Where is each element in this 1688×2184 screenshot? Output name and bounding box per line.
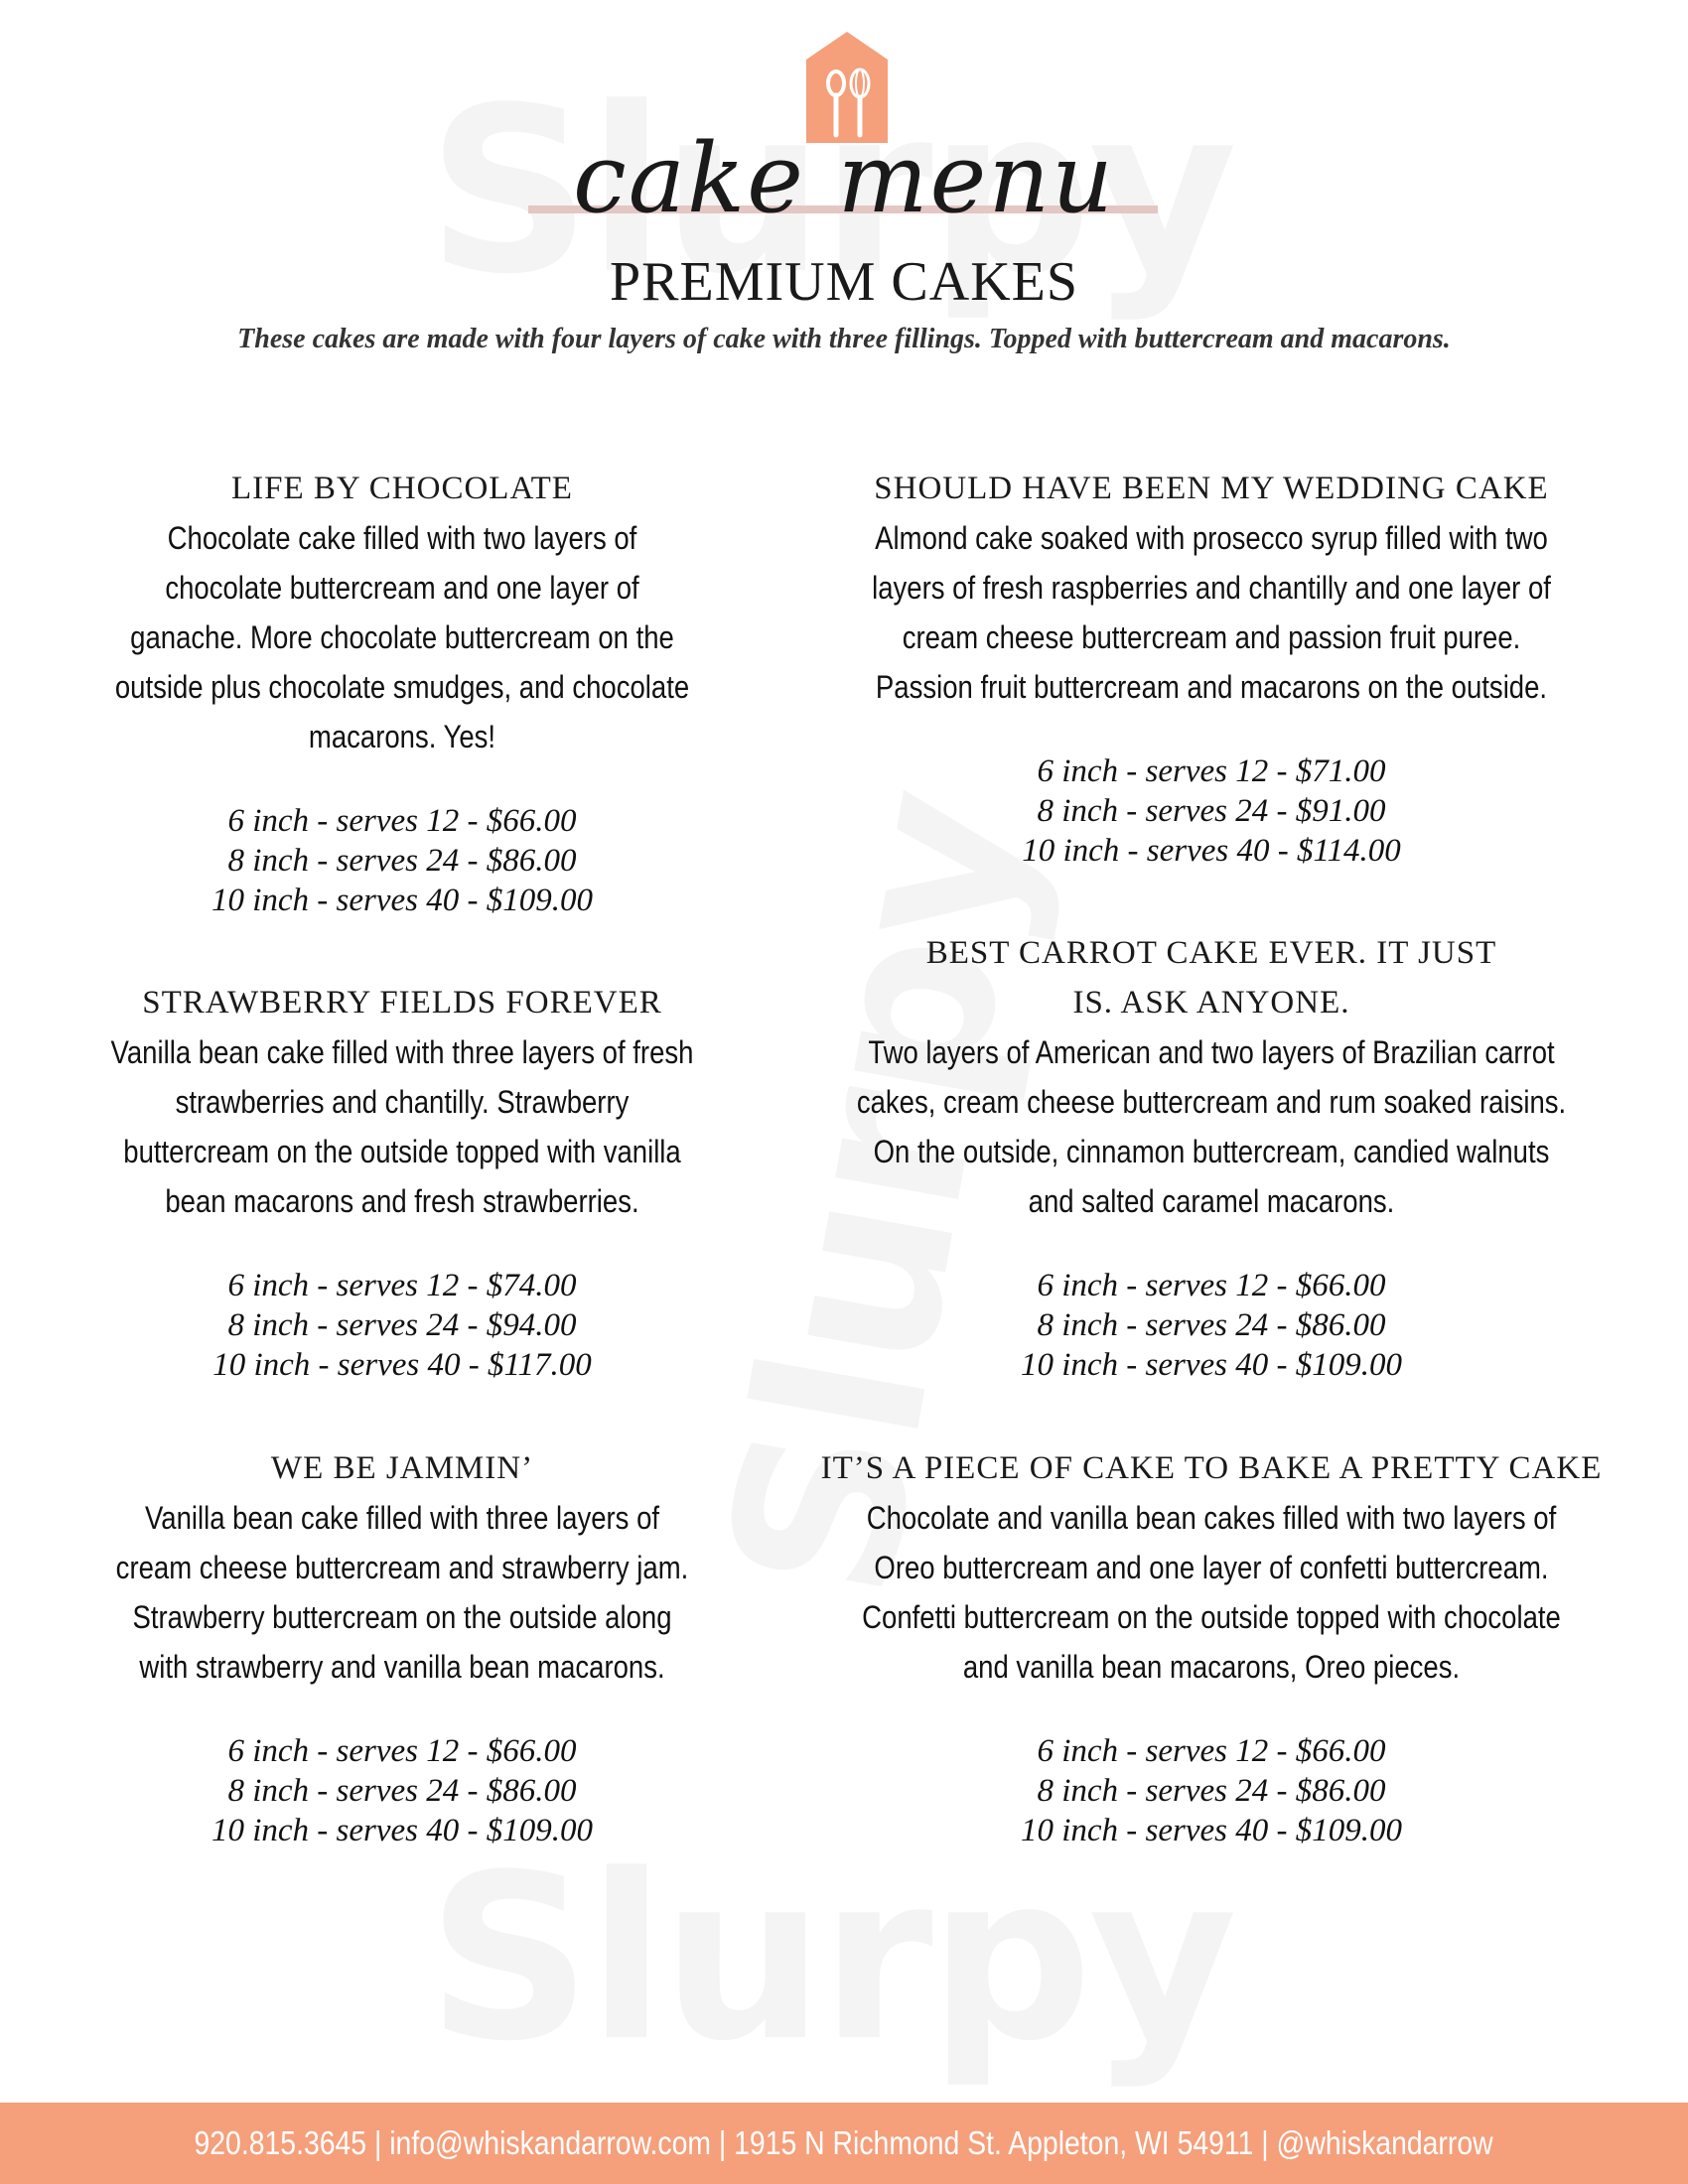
cake-name: IT’S A PIECE OF CAKE TO BAKE A PRETTY CAKE: [820, 1450, 1603, 1486]
intro-text: These cakes are made with four layers of cake with three fillings. Topped with buttercream and macarons.: [237, 324, 1451, 354]
cake-item-we-be-jammin: [60, 1443, 745, 1850]
price-line: 10 inch - serves 40 - $109.00: [211, 883, 593, 918]
contact-footer: [0, 2103, 1688, 2184]
cake-item-its-a-piece-of-cake: [794, 1443, 1628, 1850]
price-line: 10 inch - serves 40 - $109.00: [1020, 1813, 1402, 1848]
price-line: 10 inch - serves 40 - $109.00: [211, 1813, 593, 1848]
price-list: [60, 1731, 745, 1850]
cake-description: Chocolate cake filled with two layers of chocolate buttercream and one layer of ganache. More chocolate buttercream on the outside plus chocolate smudges, and chocolate macarons. Yes!: [114, 520, 690, 754]
cake-name: SHOULD HAVE BEEN MY WEDDING CAKE: [874, 471, 1549, 506]
price-line: 8 inch - serves 24 - $94.00: [227, 1307, 577, 1343]
price-list: [794, 751, 1628, 871]
cake-description: Chocolate and vanilla bean cakes filled with two layers of Oreo buttercream and one layer of confetti buttercream. Confetti buttercream on the outside topped with chocolate and vanilla bean macarons, Oreo pieces.: [862, 1500, 1561, 1685]
cake-item-best-carrot-cake-ever: [794, 928, 1628, 1385]
cake-item-strawberry-fields-forever: [60, 978, 745, 1385]
price-list: [60, 1266, 745, 1385]
price-line: 8 inch - serves 24 - $86.00: [227, 843, 577, 879]
cake-description: Two layers of American and two layers of Brazilian carrot cakes, cream cheese buttercream and rum soaked raisins. On the outside, cinnamon buttercream, candied walnuts and salted caramel macarons.: [856, 1034, 1567, 1219]
price-line: 10 inch - serves 40 - $114.00: [1022, 833, 1401, 869]
price-line: 8 inch - serves 24 - $86.00: [227, 1773, 577, 1809]
cake-item-should-have-been-my-wedding-cake: [794, 464, 1628, 871]
cake-name: BEST CARROT CAKE EVER. IT JUST IS. ASK ANYONE.: [925, 935, 1497, 1021]
footer-contact-text: 920.815.3645 | info@whiskandarrow.com | 1915 N Richmond St. Appleton, WI 54911 | @whiskandarrow: [194, 2124, 1494, 2161]
price-line: 8 inch - serves 24 - $86.00: [1037, 1773, 1386, 1809]
watermark: [427, 1827, 1233, 2092]
price-line: 10 inch - serves 40 - $117.00: [212, 1347, 592, 1383]
page-title: PREMIUM CAKES: [610, 251, 1078, 313]
cake-name: LIFE BY CHOCOLATE: [231, 471, 573, 506]
price-line: 8 inch - serves 24 - $91.00: [1037, 793, 1386, 829]
cake-name: STRAWBERRY FIELDS FOREVER: [142, 985, 662, 1021]
price-line: 6 inch - serves 12 - $74.00: [227, 1268, 577, 1303]
price-list: [794, 1731, 1628, 1850]
cake-description: Almond cake soaked with prosecco syrup filled with two layers of fresh raspberries and chantilly and one layer of cream cheese buttercream and passion fruit puree. Passion fruit buttercream and macarons on the outside.: [872, 520, 1551, 705]
menu-script-title: cake menu: [573, 123, 1115, 234]
cake-description: Vanilla bean cake filled with three layers of fresh strawberries and chantilly. Strawberry buttercream on the outside topped with vanilla bean macarons and fresh strawberries.: [110, 1034, 694, 1219]
cake-item-life-by-chocolate: [60, 464, 745, 920]
price-line: 6 inch - serves 12 - $66.00: [227, 803, 577, 839]
cake-name: WE BE JAMMIN’: [270, 1450, 534, 1486]
price-line: 6 inch - serves 12 - $66.00: [1037, 1268, 1386, 1303]
price-line: 6 inch - serves 12 - $66.00: [227, 1733, 577, 1769]
price-list: [60, 801, 745, 920]
price-line: 8 inch - serves 24 - $86.00: [1037, 1307, 1386, 1343]
price-line: 6 inch - serves 12 - $66.00: [1037, 1733, 1386, 1769]
price-line: 6 inch - serves 12 - $71.00: [1037, 753, 1386, 789]
price-line: 10 inch - serves 40 - $109.00: [1020, 1347, 1402, 1383]
price-list: [794, 1266, 1628, 1385]
cake-description: Vanilla bean cake filled with three layers of cream cheese buttercream and strawberry jam. Strawberry buttercream on the outside along with strawberry and vanilla bean macarons.: [115, 1500, 689, 1685]
